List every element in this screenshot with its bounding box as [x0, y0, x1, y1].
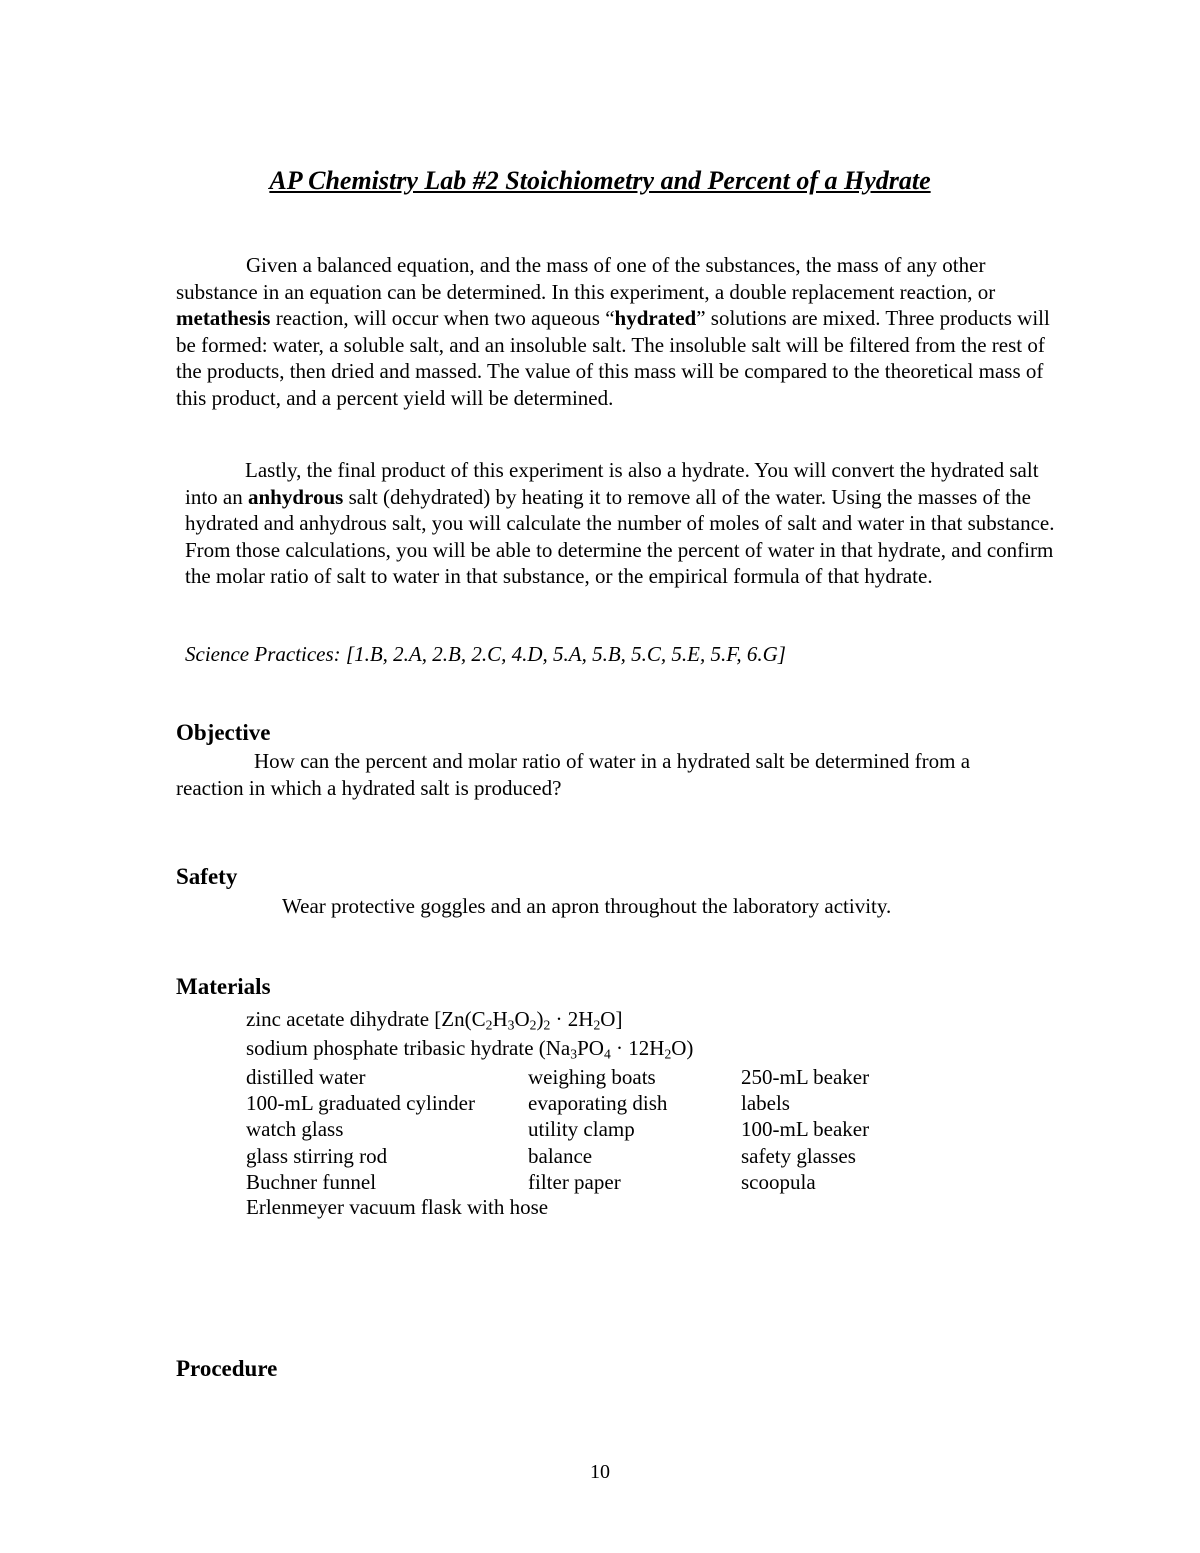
material-item: utility clamp — [528, 1117, 635, 1142]
page-title: AP Chemistry Lab #2 Stoichiometry and Percent of a Hydrate — [269, 166, 931, 195]
intro-text: ” solutions are mixed. Three products will be formed: water, a soluble salt, and an insoluble salt. The insoluble salt will be filtered from the rest of the products, then dried and massed. The value of this mass will be compared to the theoretical mass of this product, and a percent yield will be determined. — [176, 306, 1050, 410]
term-hydrated: hydrated — [614, 306, 697, 330]
material-item: Buchner funnel — [246, 1169, 377, 1194]
material-item: 100-mL beaker — [741, 1117, 870, 1142]
material-item: balance — [528, 1143, 593, 1168]
material-item: distilled water — [246, 1065, 366, 1089]
material-item: 100-mL graduated cylinder — [246, 1091, 475, 1116]
term-metathesis: metathesis — [176, 306, 271, 330]
procedure-heading: Procedure — [176, 1356, 278, 1381]
material-item: 250-mL beaker — [741, 1065, 870, 1089]
materials-row — [246, 1169, 921, 1195]
materials-row — [246, 1090, 921, 1116]
material-item: glass stirring rod — [246, 1143, 388, 1168]
science-practices: Science Practices: [1.B, 2.A, 2.B, 2.C, 4.D, 5.A, 5.B, 5.C, 5.E, 5.F, 6.G] — [185, 642, 786, 666]
intro-text: reaction, will occur when two aqueous “ — [270, 306, 615, 330]
material-sodium-phosphate: sodium phosphate tribasic hydrate $(Na_3PO_4 \cdot 12H_2O)$ — [246, 1036, 694, 1062]
material-item: labels — [741, 1091, 790, 1116]
objective-question: How can the percent and molar ratio of water in a hydrated salt be determined from a reaction in which a hydrated salt is produced? — [176, 749, 971, 800]
materials-row — [246, 1116, 921, 1142]
materials-row — [246, 1143, 921, 1169]
intro-paragraph-1 — [176, 252, 1056, 411]
intro-text: Given a balanced equation, and the mass of one of the substances, the mass of any other substance in an equation can be determined. In this experiment, a double replacement reaction, or — [176, 253, 996, 304]
safety-text: Wear protective goggles and an apron throughout the laboratory activity. — [282, 894, 892, 918]
material-item: evaporating dish — [528, 1091, 668, 1116]
objective-text — [176, 748, 1026, 801]
material-item: watch glass — [246, 1117, 344, 1142]
materials-row — [246, 1064, 921, 1090]
objective-heading: Objective — [176, 720, 271, 745]
material-item: weighing boats — [528, 1065, 656, 1089]
page-number: 10 — [590, 1461, 610, 1483]
term-anhydrous: anhydrous — [248, 484, 344, 509]
intro-text: salt (dehydrated) by heating it to remove all of the water. Using the masses of the hydrated and anhydrous salt, you will calculate the number of moles of salt and water in that substance. From those calculations, you will be able to determine the percent of water in that hydrate, and confirm the molar ratio of salt to water in that substance, or the empirical formula of that hydrate. — [185, 484, 1055, 588]
intro-text: Lastly, the final product of this experiment is also a hydrate. You will convert the hydrated salt into an — [185, 458, 1039, 509]
material-zinc-acetate: zinc acetate dihydrate $[Zn(C_2H_3O_2)_2 \cdot 2H_2O]$ — [246, 1007, 623, 1033]
safety-heading: Safety — [176, 864, 238, 889]
materials-heading: Materials — [176, 974, 271, 999]
material-vacuum-flask: Erlenmeyer vacuum flask with hose — [246, 1195, 549, 1219]
material-item: safety glasses — [741, 1143, 856, 1168]
materials-list — [246, 1064, 921, 1195]
material-item: scoopula — [741, 1169, 816, 1194]
intro-paragraph-2 — [185, 457, 1055, 590]
material-item: filter paper — [528, 1169, 621, 1194]
